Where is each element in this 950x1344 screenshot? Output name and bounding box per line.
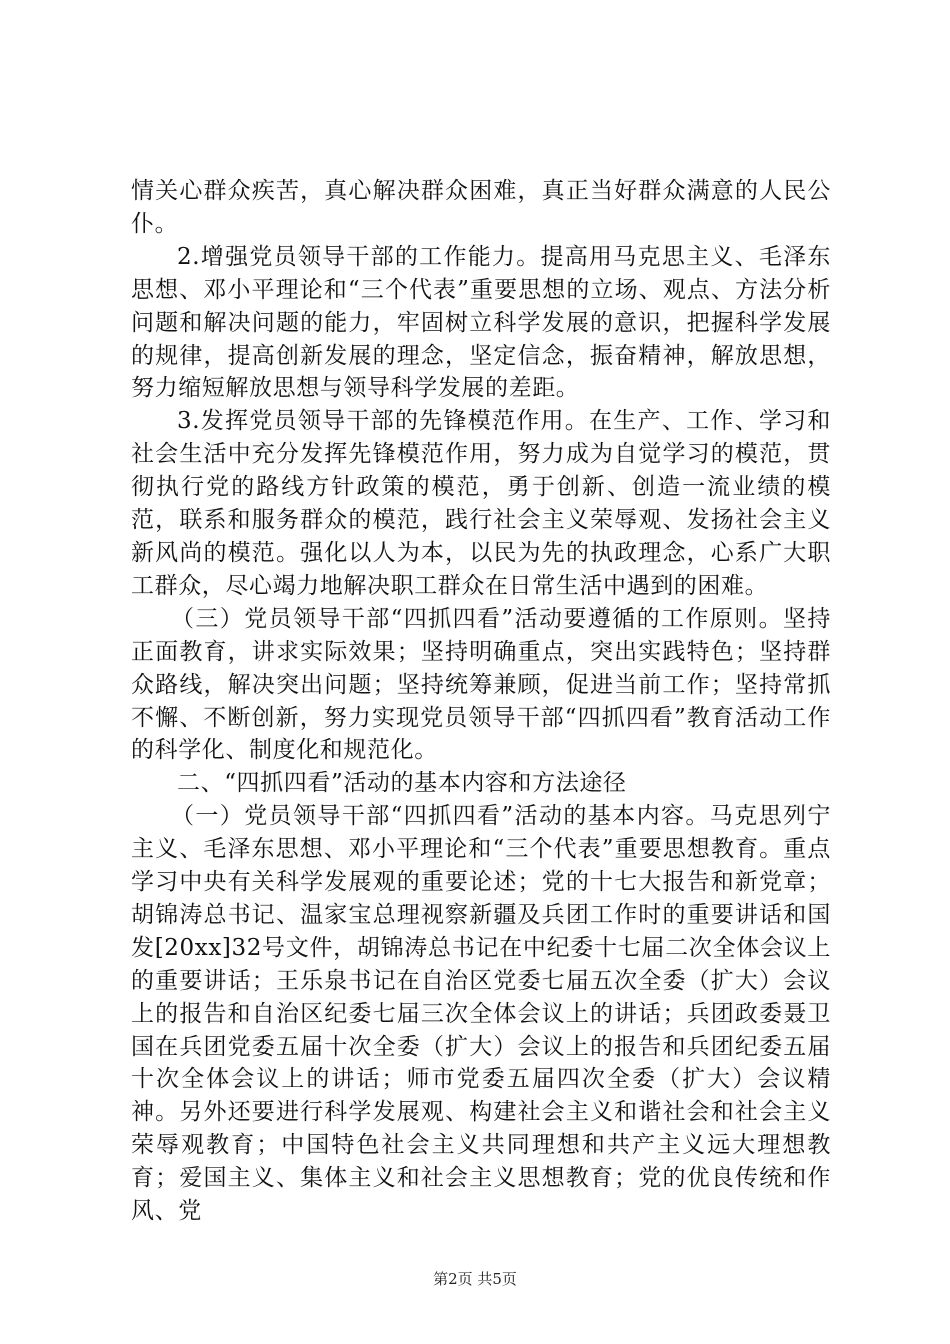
paragraph-continuation: 情关心群众疾苦，真心解决群众困难，真正当好群众满意的人民公仆。 — [131, 178, 831, 237]
paragraph-section-3: （三）党员领导干部“四抓四看”活动要遵循的工作原则。坚持正面教育，讲求实际效果；坚持明确重点，突出实践特色；坚持群众路线，解决突出问题；坚持统筹兼顾，促进当前工作；坚持常抓不懈、不断创新，努力实现党员领导干部“四抓四看”教育活动工作的科学化、制度化和规范化。 — [131, 605, 831, 764]
section-heading-2: 二、“四抓四看”活动的基本内容和方法途径 — [177, 770, 627, 797]
document-body — [131, 175, 831, 1228]
page-footer: 第2页 共5页 — [433, 1270, 517, 1288]
paragraph-item-2: 2.增强党员领导干部的工作能力。提高用马克思主义、毛泽东思想、邓小平理论和“三个代表”重要思想的立场、观点、方法分析问题和解决问题的能力，牢固树立科学发展的意识，把握科学发展的规律，提高创新发展的理念，坚定信念，振奋精神，解放思想，努力缩短解放思想与领导科学发展的差距。 — [131, 243, 831, 402]
paragraph-item-3: 3.发挥党员领导干部的先锋模范作用。在生产、工作、学习和社会生活中充分发挥先锋模范作用，努力成为自觉学习的模范，贯彻执行党的路线方针政策的模范，勇于创新、创造一流业绩的模范，联系和服务群众的模范，践行社会主义荣辱观、发扬社会主义新风尚的模范。强化以人为本，以民为先的执政理念，心系广大职工群众，尽心竭力地解决职工群众在日常生活中遇到的困难。 — [131, 408, 831, 599]
paragraph-subsection-1: （一）党员领导干部“四抓四看”活动的基本内容。马克思列宁主义、毛泽东思想、邓小平理论和“三个代表”重要思想教育。重点学习中央有关科学发展观的重要论述；党的十七大报告和新党章；胡锦涛总书记、温家宝总理视察新疆及兵团工作时的重要讲话和国发[20xx]32号文件，胡锦涛总书记在中纪委十七届二次全体会议上的重要讲话；王乐泉书记在自治区党委七届五次全委（扩大）会议上的报告和自治区纪委七届三次全体会议上的讲话；兵团政委聂卫国在兵团党委五届十次全委（扩大）会议上的报告和兵团纪委五届十次全体会议上的讲话；师市党委五届四次全委（扩大）会议精神。另外还要进行科学发展观、构建社会主义和谐社会和社会主义荣辱观教育；中国特色社会主义共同理想和共产主义远大理想教育；爱国主义、集体主义和社会主义思想教育；党的优良传统和作风、党 — [131, 803, 831, 1225]
